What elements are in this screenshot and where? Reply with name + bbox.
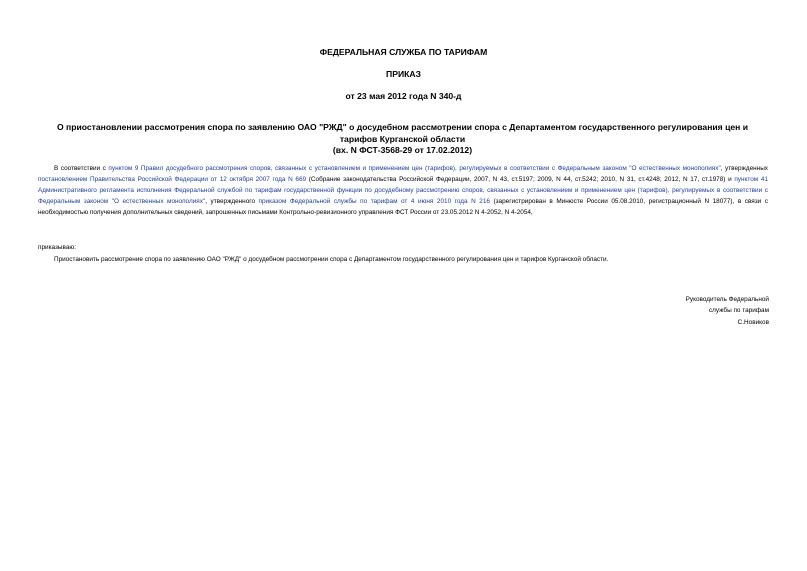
- signature-block: [686, 294, 769, 328]
- preamble-text-2: , утвержденных: [720, 165, 768, 172]
- link-regulation-item-41[interactable]: пунктом 41 Административного регламента исполнения Федеральной службой по тарифам государственной функции по досудебному рассмотрению споров, связанных с установлением и применением цен (тарифов), регулируемых в соответствии с Федеральным законом "О естественных монополиях": [38, 176, 768, 205]
- document-type: ПРИКАЗ: [386, 69, 421, 79]
- preamble-text-1: В соответствии с: [54, 165, 109, 172]
- order-word: приказываю:: [38, 244, 76, 251]
- preamble-text-3: (Собрание законодательства Российской Федерации, 2007, N 43, ст.5197; 2009, N 44, ст.5242; 2010, N 31, ст.4248; 2012, N 17, ст.1978) и: [306, 176, 735, 183]
- title-line-1: О приостановлении рассмотрения спора по заявлению ОАО "РЖД" о досудебном рассмотрении спора с Департаментом государственного регулирования цен и: [56, 122, 749, 132]
- title-line-3: (вх. N ФСТ-3568-29 от 17.02.2012): [332, 145, 473, 155]
- title-line-2: тарифов Курганской области: [339, 133, 466, 144]
- preamble-text-4: , утвержденного: [205, 198, 259, 205]
- signature-name: С.Новиков: [737, 318, 769, 326]
- preamble-text-5: (зарегистрирован в Минюсте России 05.08.2010, регистрационный N 18077), в связи с необходимостью получения дополнительных сведений, запрошенных письмами Контрольно-ревизионного управления ФСТ России от 23.05.2012 N 4-2052, N 4-2054,: [38, 198, 768, 216]
- document-title: [30, 122, 775, 157]
- order-paragraph: Приостановить рассмотрение спора по заявлению ОАО "РЖД" о досудебном рассмотрении спора с Департаментом государственного регулирования цен и тарифов Курганской области.: [54, 256, 609, 263]
- document-date-number: от 23 мая 2012 года N 340-д: [345, 91, 462, 101]
- agency-name: ФЕДЕРАЛЬНАЯ СЛУЖБА ПО ТАРИФАМ: [319, 47, 488, 57]
- signature-position-line-1: Руководитель Федеральной: [685, 296, 769, 303]
- preamble-paragraph: [38, 163, 768, 218]
- link-rules-item-9[interactable]: пунктом 9 Правил досудебного рассмотрения споров, связанных с установлением и применением цен (тарифов), регулируемых в соответствии с Федеральным законом "О естественных монополиях": [108, 165, 721, 172]
- link-government-resolution-669[interactable]: постановлением Правительства Российской Федерации от 12 октября 2007 года N 669: [38, 176, 307, 183]
- link-fst-order-216[interactable]: приказом Федеральной службы по тарифам от 4 июня 2010 года N 216: [258, 198, 490, 205]
- signature-position-line-2: службы по тарифам: [708, 307, 769, 315]
